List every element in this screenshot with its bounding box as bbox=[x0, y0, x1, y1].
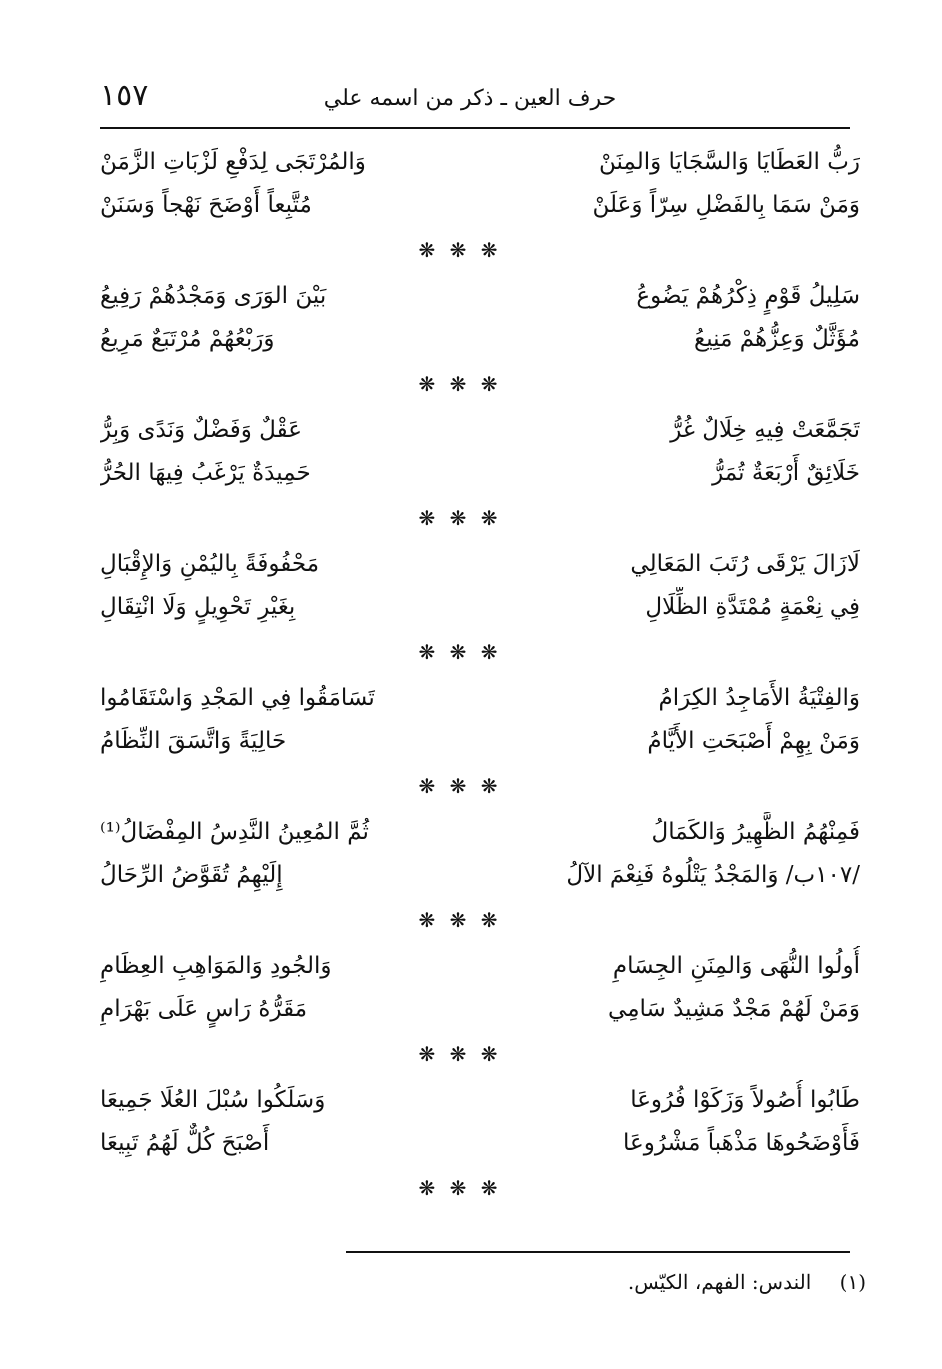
first-hemistich: طَابُوا أُصُولاً وَزَكَوْا فُرُوعَا bbox=[630, 1086, 860, 1113]
first-hemistich: فَأَوْضَحُوهَا مَذْهَباً مَشْرُوعَا bbox=[623, 1129, 860, 1156]
first-hemistich: خَلَائِقٌ أَرْبَعَةٌ تُمَرُّ bbox=[712, 459, 860, 486]
stanza-separator: ❋ ❋ ❋ bbox=[418, 1042, 502, 1066]
stanza bbox=[100, 542, 860, 628]
verse-line bbox=[100, 810, 860, 853]
verse-line bbox=[100, 1078, 860, 1121]
stanza-separator: ❋ ❋ ❋ bbox=[418, 372, 502, 396]
second-hemistich: عَقْلٌ وَفَضْلٌ وَنَدًى وَبِرُّ bbox=[100, 416, 302, 443]
page-number: ١٥٧ bbox=[100, 78, 149, 113]
stanza bbox=[100, 810, 860, 896]
first-hemistich: سَلِيلُ قَوْمٍ ذِكْرُهُمْ يَضُوعُ bbox=[636, 282, 860, 309]
second-hemistich: وَالجُودِ وَالمَوَاهِبِ العِظَامِ bbox=[100, 952, 332, 979]
verse-line bbox=[100, 676, 860, 719]
second-hemistich: إِلَيْهِمُ تُقَوَّضُ الرِّحَالُ bbox=[100, 861, 283, 888]
verse-line bbox=[100, 853, 860, 896]
first-hemistich: وَالفِتْيَةُ الأَمَاجِدُ الكِرَامُ bbox=[658, 684, 860, 711]
first-hemistich: فَمِنْهُمُ الظَّهِيرُ وَالكَمَالُ bbox=[651, 818, 860, 845]
verse-line bbox=[100, 451, 860, 494]
second-hemistich: مَحْفُوفَةً بِاليُمْنِ وَالإِقْبَالِ bbox=[100, 550, 320, 577]
verse-line bbox=[100, 987, 860, 1030]
stanza bbox=[100, 676, 860, 762]
verse-line bbox=[100, 944, 860, 987]
verse-line bbox=[100, 274, 860, 317]
second-hemistich: بَيْنَ الوَرَى وَمَجْدُهُمْ رَفِيعُ bbox=[100, 282, 327, 309]
first-hemistich: وَمَنْ بِهِمْ أَصْبَحَتِ الأَيَّامُ bbox=[647, 727, 860, 754]
stanza-separator: ❋ ❋ ❋ bbox=[418, 1176, 502, 1200]
first-hemistich: وَمَنْ لَهُمْ مَجْدٌ مَشِيدٌ سَامِي bbox=[608, 995, 860, 1022]
second-hemistich: مَقَرُّهُ رَاسٍ عَلَى بَهْرَامِ bbox=[100, 995, 308, 1022]
first-hemistich: رَبُّ العَطَايَا وَالسَّجَايَا وَالمِنَنْ bbox=[598, 148, 860, 175]
first-hemistich: /١٠٧ب/ وَالمَجْدُ يَتْلُوهُ فَنِعْمَ الآلُ bbox=[566, 861, 860, 888]
second-hemistich: مُتَّبِعاً أَوْضَحَ نَهْجاً وَسَنَنْ bbox=[100, 191, 312, 218]
second-hemistich: ثُمَّ المُعِينُ النَّدِسُ المِفْضَالُ⁽¹⁾ bbox=[100, 818, 369, 845]
stanza bbox=[100, 408, 860, 494]
second-hemistich: تَسَامَقُوا فِي المَجْدِ وَاسْتَقَامُوا bbox=[100, 684, 375, 711]
first-hemistich: وَمَنْ سَمَا بِالفَضْلِ سِرّاً وَعَلَنْ bbox=[592, 191, 860, 218]
first-hemistich: مُؤَثَّلٌ وَعِزُّهُمْ مَنِيعُ bbox=[693, 325, 860, 352]
first-hemistich: تَجَمَّعَتْ فِيهِ خِلَالٌ غُرُّ bbox=[670, 416, 860, 443]
verse-line bbox=[100, 719, 860, 762]
footnote-text: الندس: الفهم، الكيّس. bbox=[627, 1270, 812, 1294]
second-hemistich: بِغَيْرِ تَحْوِيلٍ وَلَا انْتِقَالِ bbox=[100, 593, 296, 620]
second-hemistich: أَصْبَحَ كُلٌّ لَهُمُ تَبِيعَا bbox=[100, 1129, 270, 1156]
verse-line bbox=[100, 317, 860, 360]
verse-line bbox=[100, 183, 860, 226]
stanza bbox=[100, 140, 860, 226]
second-hemistich: حَمِيدَةٌ يَرْغَبُ فِيهَا الحُرُّ bbox=[100, 459, 311, 486]
stanza-separator: ❋ ❋ ❋ bbox=[418, 640, 502, 664]
second-hemistich: وَرَبْعُهُمْ مُرْتَبَعٌ مَرِيعُ bbox=[100, 325, 275, 352]
verse-line bbox=[100, 542, 860, 585]
stanza-separator: ❋ ❋ ❋ bbox=[418, 774, 502, 798]
stanza bbox=[100, 944, 860, 1030]
header-rule bbox=[100, 127, 850, 129]
verse-line bbox=[100, 408, 860, 451]
second-hemistich: وَالمُرْتَجَى لِدَفْعِ لَزْبَاتِ الزَّمَنْ bbox=[100, 148, 366, 175]
verse-line bbox=[100, 1121, 860, 1164]
poem-body bbox=[100, 140, 860, 1212]
verse-line bbox=[100, 585, 860, 628]
stanza bbox=[100, 1078, 860, 1164]
second-hemistich: وَسَلَكُوا سُبْلَ العُلَا جَمِيعَا bbox=[100, 1086, 326, 1113]
stanza-separator: ❋ ❋ ❋ bbox=[418, 506, 502, 530]
first-hemistich: فِي نِعْمَةٍ مُمْتَدَّةِ الظِّلَالِ bbox=[645, 593, 860, 620]
footnote-number: (١) bbox=[839, 1270, 866, 1294]
verse-line bbox=[100, 140, 860, 183]
footnote bbox=[346, 1270, 866, 1294]
running-title: حرف العين ـ ذكر من اسمه علي bbox=[323, 86, 617, 111]
first-hemistich: أُولُوا النُّهَى وَالمِنَنِ الجِسَامِ bbox=[612, 952, 860, 979]
second-hemistich: حَالِيَةً وَاتَّسَقَ النِّظَامُ bbox=[100, 727, 287, 754]
stanza bbox=[100, 274, 860, 360]
footnote-rule bbox=[346, 1251, 850, 1253]
first-hemistich: لَازَالَ يَرْقَى رُتَبَ المَعَالِي bbox=[630, 550, 860, 577]
stanza-separator: ❋ ❋ ❋ bbox=[418, 238, 502, 262]
stanza-separator: ❋ ❋ ❋ bbox=[418, 908, 502, 932]
